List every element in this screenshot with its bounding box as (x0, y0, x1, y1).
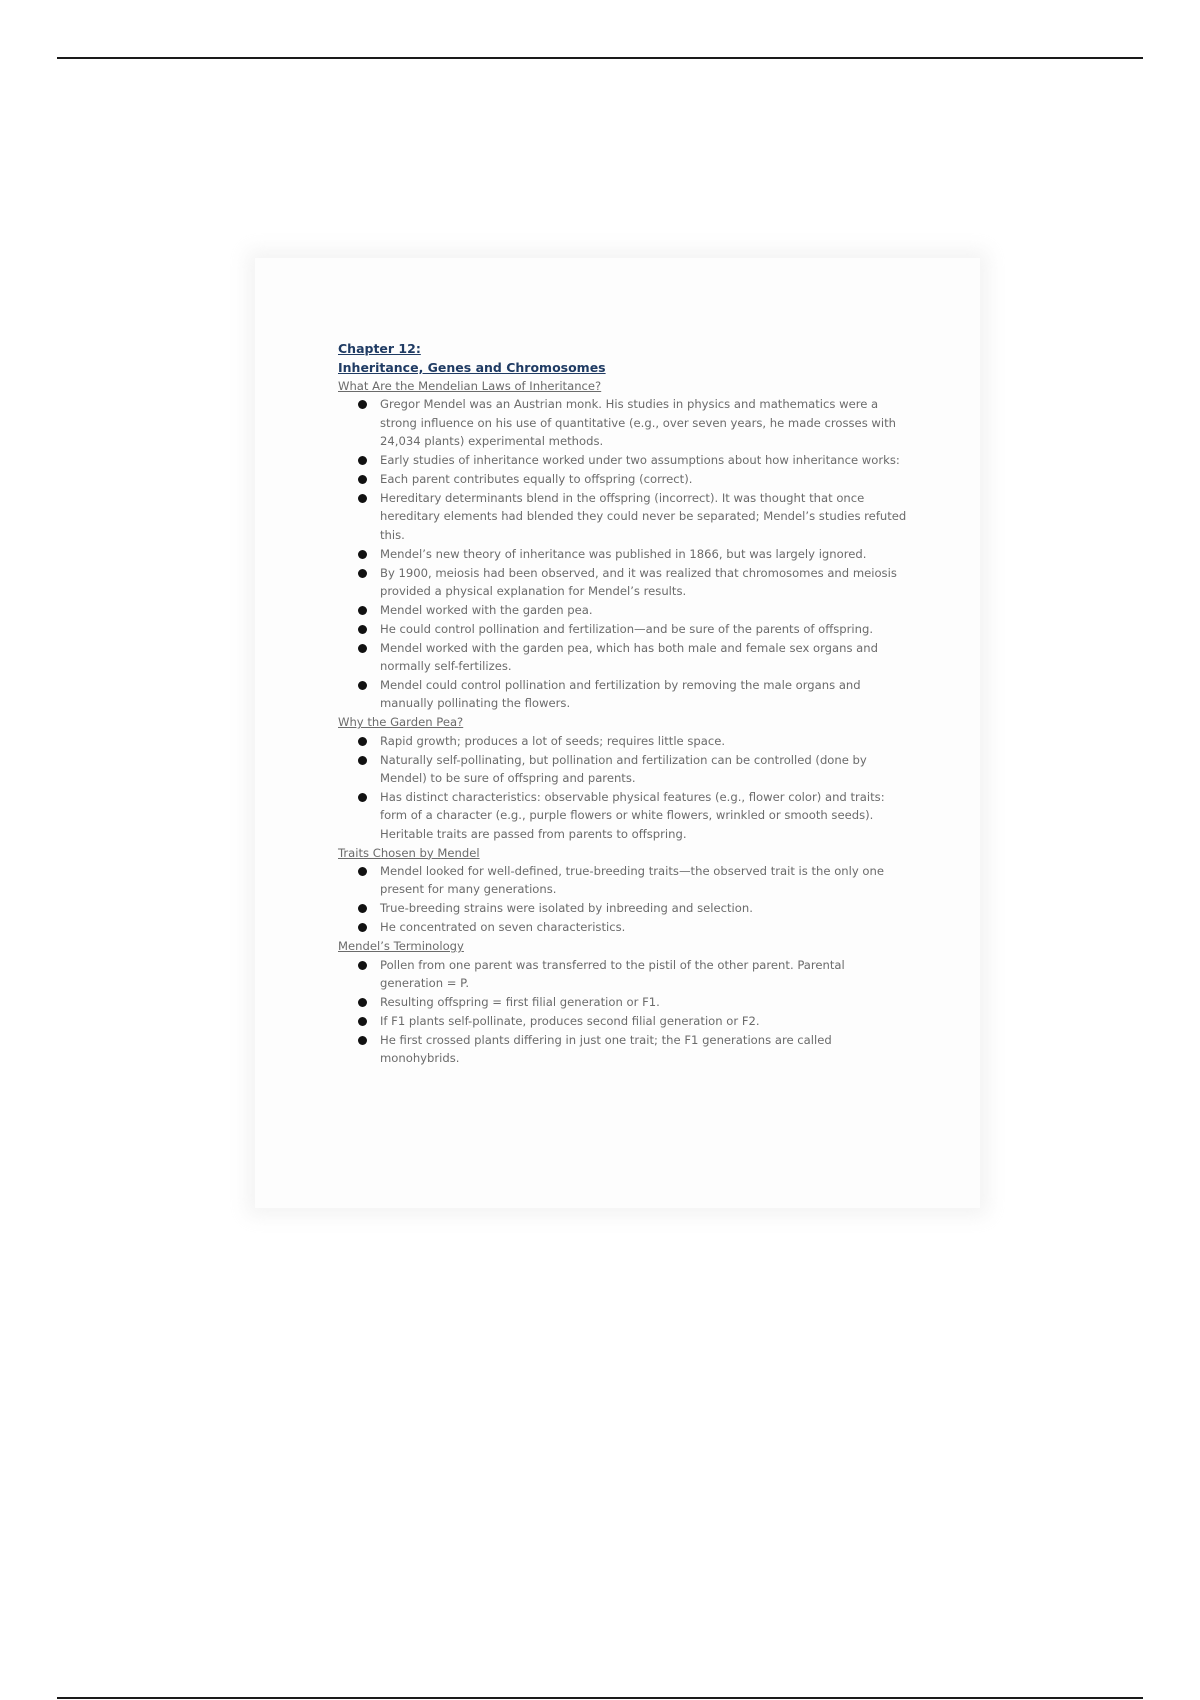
bullet-list (338, 395, 908, 712)
list-item-text: True-breeding strains were isolated by inbreeding and selection. (380, 901, 753, 916)
document-content (338, 340, 908, 1068)
bullet-icon (358, 569, 367, 578)
list-item-text: He first crossed plants differing in just one trait; the F1 generations are called monohybrids. (380, 1032, 832, 1066)
list-item-text: Mendel worked with the garden pea. (380, 602, 593, 617)
section-heading: What Are the Mendelian Laws of Inheritance? (338, 379, 602, 393)
bullet-icon (358, 456, 367, 465)
list-item (380, 956, 908, 993)
bullet-list (338, 732, 908, 843)
list-item-text: Mendel worked with the garden pea, which has both male and female sex organs and normally self-fertilizes. (380, 640, 878, 674)
list-item (380, 489, 908, 544)
top-rule (57, 57, 1143, 59)
list-item-text: Resulting offspring = first filial generation or F1. (380, 994, 660, 1009)
list-item-text: Hereditary determinants blend in the offspring (incorrect). It was thought that once hereditary elements had blended they could never be separated; Mendel’s studies refuted this. (380, 490, 907, 542)
list-item (380, 564, 908, 601)
list-item (380, 993, 908, 1011)
list-item-text: Gregor Mendel was an Austrian monk. His studies in physics and mathematics were a strong influence on his use of quantitative (e.g., over seven years, he made crosses with 24,034 plants) experimental methods. (380, 397, 897, 449)
list-item-text: Naturally self-pollinating, but pollination and fertilization can be controlled (done by Mendel) to be sure of offspring and parents. (380, 752, 867, 786)
bullet-icon (358, 867, 367, 876)
list-item (380, 639, 908, 676)
bullet-icon (358, 550, 367, 559)
bullet-icon (358, 1017, 367, 1026)
list-item-text: If F1 plants self-pollinate, produces second filial generation or F2. (380, 1013, 760, 1028)
list-item-text: Each parent contributes equally to offspring (correct). (380, 472, 693, 487)
bullet-icon (358, 681, 367, 690)
list-item (380, 862, 908, 899)
list-item-text: Early studies of inheritance worked under two assumptions about how inheritance works: (380, 453, 900, 468)
list-item (380, 451, 908, 469)
bullet-icon (358, 625, 367, 634)
list-item (380, 395, 908, 450)
list-item (380, 918, 908, 936)
list-item (380, 470, 908, 488)
bullet-icon (358, 756, 367, 765)
bullet-icon (358, 923, 367, 932)
bullet-icon (358, 475, 367, 484)
section-heading: Mendel’s Terminology (338, 939, 464, 954)
list-item (380, 751, 908, 788)
list-item-text: Rapid growth; produces a lot of seeds; requires little space. (380, 733, 726, 748)
list-item-text: Has distinct characteristics: observable physical features (e.g., flower color) and traits: form of a character (e.g., purple flowers or white flowers, wrinkled or smooth seeds). Heritable traits are passed from parents to offspring. (380, 789, 885, 841)
bullet-icon (358, 793, 367, 802)
bullet-icon (358, 400, 367, 409)
list-item (380, 676, 908, 713)
bullet-list (338, 956, 908, 1068)
bullet-icon (358, 904, 367, 913)
list-item-text: He concentrated on seven characteristics. (380, 920, 626, 935)
list-item (380, 601, 908, 619)
list-item-text: Mendel looked for well-defined, true-breeding traits—the observed trait is the only one present for many generations. (380, 864, 884, 897)
list-item (380, 732, 908, 750)
bullet-icon (358, 961, 367, 970)
list-item-text: Mendel could control pollination and fertilization by removing the male organs and manually pollinating the flowers. (380, 678, 861, 711)
list-item-text: By 1900, meiosis had been observed, and it was realized that chromosomes and meiosis provided a physical explanation for Mendel’s results. (380, 565, 897, 598)
bullet-icon (358, 998, 367, 1007)
list-item (380, 1012, 908, 1030)
list-item (380, 620, 908, 638)
bullet-icon (358, 1036, 367, 1045)
chapter-title: Chapter 12: (338, 341, 421, 356)
list-item (380, 1031, 908, 1068)
section-heading: Why the Garden Pea? (338, 715, 464, 730)
bullet-icon (358, 644, 367, 653)
list-item (380, 899, 908, 917)
section-heading: Traits Chosen by Mendel (338, 845, 480, 860)
bullet-list (338, 862, 908, 937)
bullet-icon (358, 494, 367, 503)
list-item-text: Pollen from one parent was transferred to the pistil of the other parent. Parental generation = P. (380, 957, 845, 990)
chapter-subtitle: Inheritance, Genes and Chromosomes (338, 359, 606, 375)
bullet-icon (358, 737, 367, 746)
list-item (380, 788, 908, 843)
bottom-rule (57, 1697, 1143, 1699)
list-item-text: He could control pollination and fertilization—and be sure of the parents of offspring. (380, 621, 874, 636)
list-item-text: Mendel’s new theory of inheritance was published in 1866, but was largely ignored. (380, 546, 867, 561)
bullet-icon (358, 606, 367, 615)
list-item (380, 545, 908, 563)
